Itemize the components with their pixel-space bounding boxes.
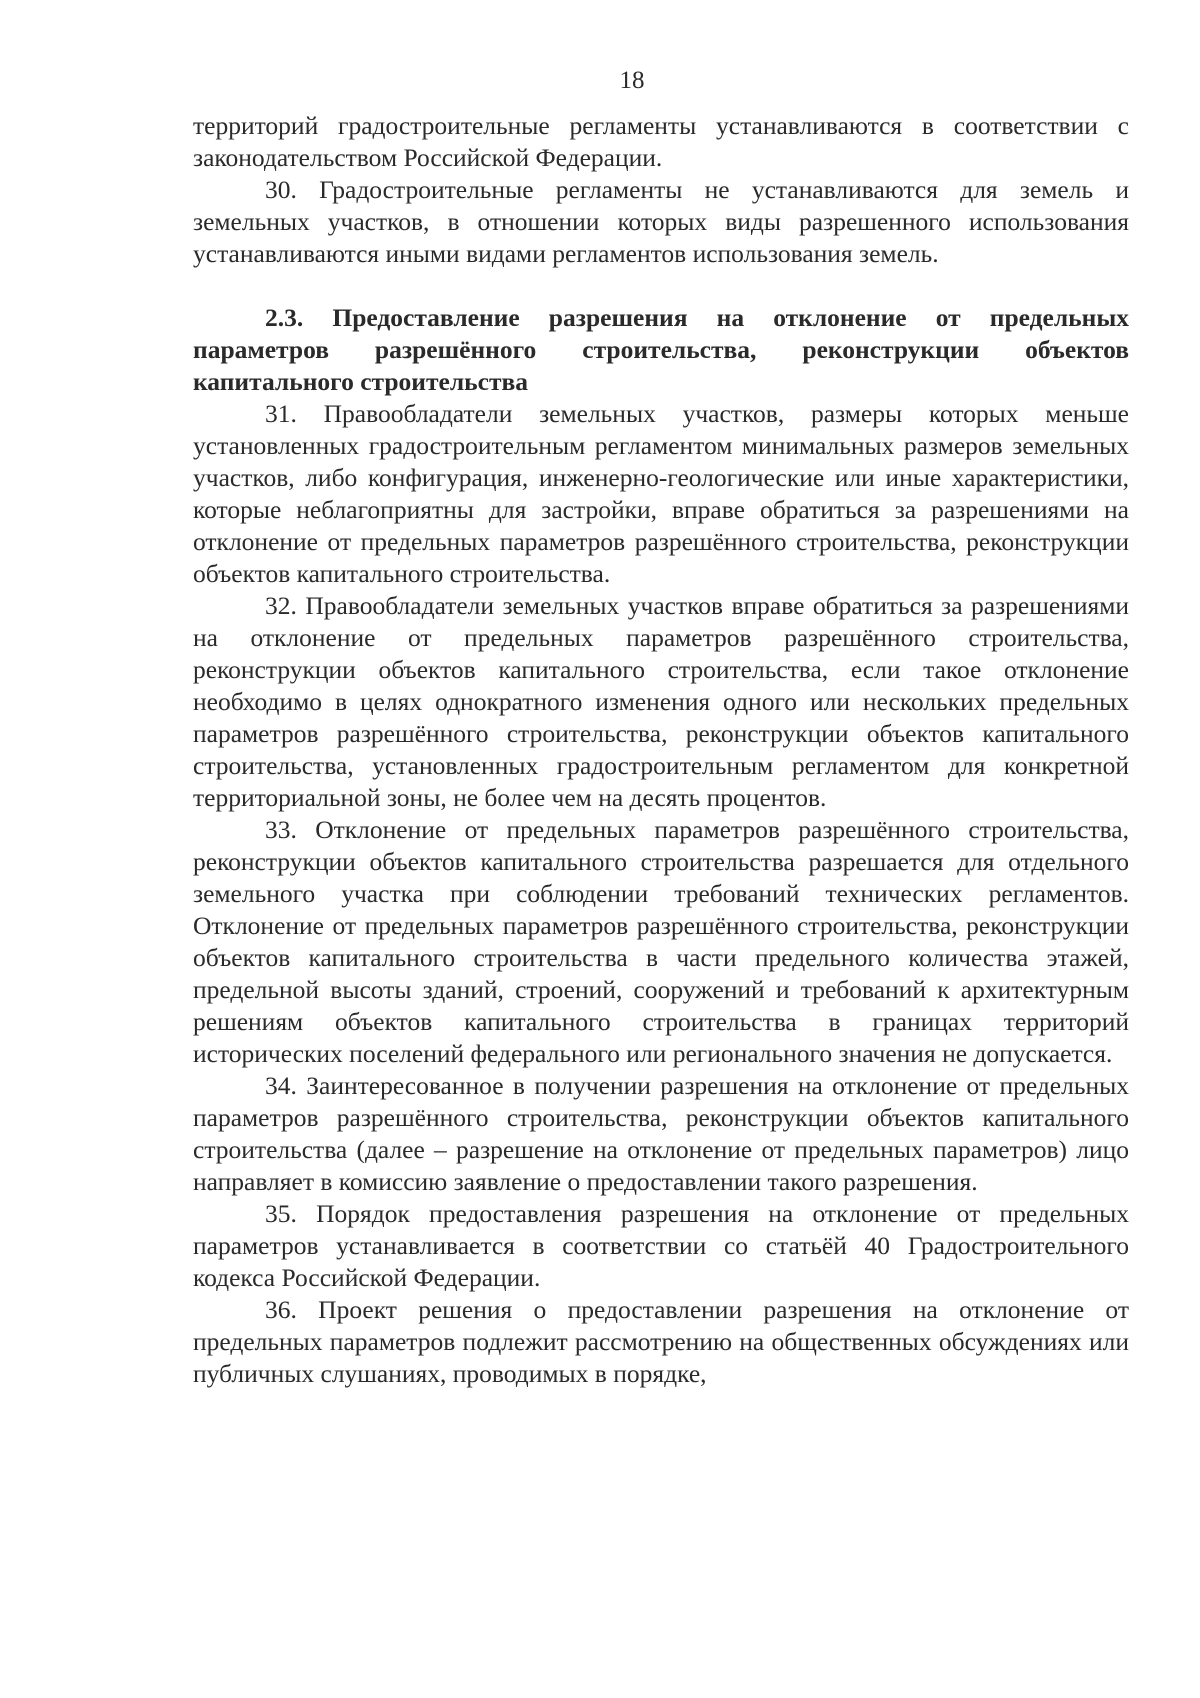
paragraph-30: 30. Градостроительные регламенты не устанавливаются для земель и земельных участков, в отношении которых виды разрешенного использования устанавливаются иными видами регламентов использования земель. [193, 175, 1129, 268]
section-heading-2-3: 2.3. Предоставление разрешения на отклонение от предельных параметров разрешённого строительства, реконструкции объектов капитального строительства [193, 303, 1129, 396]
page-number: 18 [619, 67, 645, 94]
paragraph-34: 34. Заинтересованное в получении разрешения на отклонение от предельных параметров разрешённого строительства, реконструкции объектов капитального строительства (далее – разрешение на отклонение от предельных параметров) лицо направляет в комиссию заявление о предоставлении такого разрешения. [193, 1071, 1129, 1196]
paragraph-32: 32. Правообладатели земельных участков вправе обратиться за разрешениями на отклонение от предельных параметров разрешённого строительства, реконструкции объектов капитального строительства, если такое отклонение необходимо в целях однократного изменения одного или нескольких предельных параметров разрешённого строительства, реконструкции объектов капитального строительства, установленных градостроительным регламентом для конкретной территориальной зоны, не более чем на десять процентов. [193, 591, 1129, 812]
paragraph-31: 31. Правообладатели земельных участков, размеры которых меньше установленных градостроительным регламентом минимальных размеров земельных участков, либо конфигурация, инженерно-геологические или иные характеристики, которые неблагоприятны для застройки, вправе обратиться за разрешениями на отклонение от предельных параметров разрешённого строительства, реконструкции объектов капитального строительства. [193, 399, 1129, 588]
paragraph-35: 35. Порядок предоставления разрешения на отклонение от предельных параметров устанавливается в соответствии со статьёй 40 Градостроительного кодекса Российской Федерации. [193, 1199, 1129, 1292]
paragraph-36: 36. Проект решения о предоставлении разрешения на отклонение от предельных параметров подлежит рассмотрению на общественных обсуждениях или публичных слушаниях, проводимых в порядке, [193, 1295, 1129, 1388]
paragraph-continuation: территорий градостроительные регламенты устанавливаются в соответствии с законодательством Российской Федерации. [193, 111, 1129, 172]
document-body [193, 110, 1129, 1390]
paragraph-33: 33. Отклонение от предельных параметров разрешённого строительства, реконструкции объектов капитального строительства разрешается для отдельного земельного участка при соблюдении требований технических регламентов. Отклонение от предельных параметров разрешённого строительства, реконструкции объектов капитального строительства в части предельного количества этажей, предельной высоты зданий, строений, сооружений и требований к архитектурным решениям объектов капитального строительства в границах территорий исторических поселений федерального или регионального значения не допускается. [193, 815, 1129, 1068]
